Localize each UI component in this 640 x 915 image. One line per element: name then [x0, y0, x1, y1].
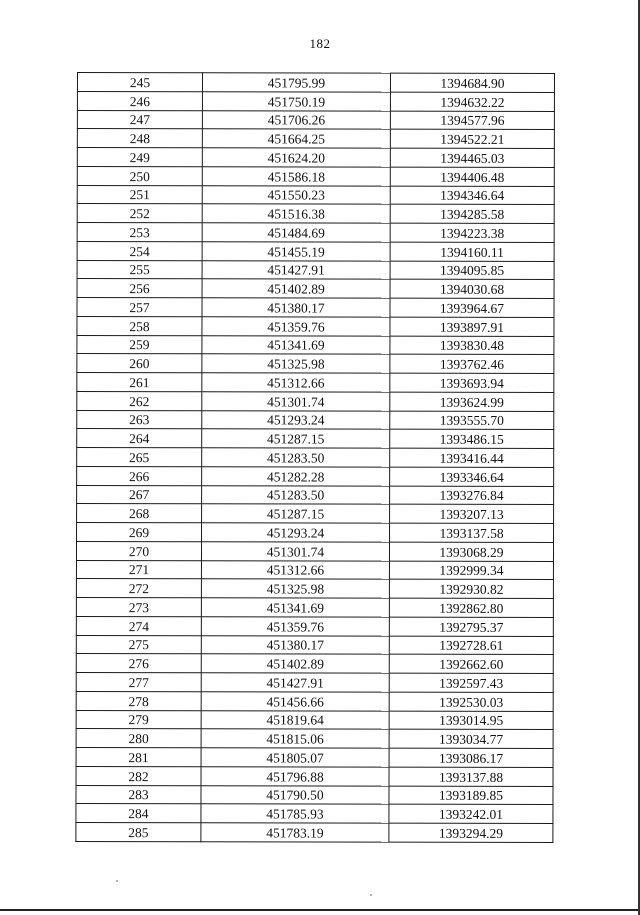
table-row — [76, 766, 553, 786]
y-coordinate-cell: 1393137.88 — [389, 767, 553, 786]
y-coordinate-cell: 1394030.68 — [390, 279, 554, 298]
table-row — [77, 298, 554, 318]
x-coordinate-cell: 451484.69 — [202, 223, 390, 242]
x-coordinate-cell: 451293.24 — [202, 410, 390, 429]
table-row — [76, 785, 553, 805]
y-coordinate-cell: 1393624.99 — [390, 392, 554, 411]
point-number-cell: 250 — [77, 166, 202, 185]
table-row — [77, 260, 554, 280]
x-coordinate-cell: 451359.76 — [201, 617, 389, 636]
y-coordinate-cell: 1394522.21 — [390, 129, 554, 148]
point-number-cell: 285 — [76, 822, 201, 841]
y-coordinate-cell: 1392597.43 — [389, 673, 553, 692]
table-row — [76, 560, 553, 580]
y-coordinate-cell: 1393242.01 — [389, 804, 553, 823]
x-coordinate-cell: 451283.50 — [202, 485, 390, 504]
y-coordinate-cell: 1393693.94 — [390, 373, 554, 392]
y-coordinate-cell: 1394632.22 — [390, 92, 554, 111]
table-row — [76, 654, 553, 674]
point-number-cell: 279 — [76, 710, 201, 729]
point-number-cell: 246 — [77, 91, 202, 110]
x-coordinate-cell: 451516.38 — [202, 204, 390, 223]
table-row — [77, 448, 554, 468]
x-coordinate-cell: 451624.20 — [202, 148, 390, 167]
point-number-cell: 271 — [76, 560, 201, 579]
x-coordinate-cell: 451456.66 — [201, 692, 389, 711]
x-coordinate-cell: 451282.28 — [202, 467, 390, 486]
table-row — [76, 579, 553, 599]
table-row — [77, 73, 554, 93]
table-row — [77, 241, 554, 261]
y-coordinate-cell: 1393014.95 — [389, 711, 553, 730]
point-number-cell: 266 — [77, 466, 202, 485]
point-number-cell: 265 — [77, 448, 202, 467]
x-coordinate-cell: 451325.98 — [202, 354, 390, 373]
x-coordinate-cell: 451427.91 — [201, 673, 389, 692]
point-number-cell: 261 — [77, 373, 202, 392]
x-coordinate-cell: 451790.50 — [201, 785, 389, 804]
y-coordinate-cell: 1392530.03 — [389, 692, 553, 711]
point-number-cell: 251 — [77, 185, 202, 204]
point-number-cell: 245 — [77, 73, 202, 92]
x-coordinate-cell: 451664.25 — [202, 129, 390, 148]
point-number-cell: 275 — [76, 635, 201, 654]
point-number-cell: 252 — [77, 204, 202, 223]
table-row — [77, 429, 554, 449]
x-coordinate-cell: 451796.88 — [201, 767, 389, 786]
table-row — [77, 410, 554, 430]
x-coordinate-cell: 451550.23 — [202, 185, 390, 204]
y-coordinate-cell: 1393416.44 — [390, 448, 554, 467]
x-coordinate-cell: 451380.17 — [202, 298, 390, 317]
y-coordinate-cell: 1394223.38 — [390, 223, 554, 242]
table-row — [76, 597, 553, 617]
coordinate-table — [75, 72, 555, 843]
x-coordinate-cell: 451750.19 — [202, 92, 390, 111]
point-number-cell: 264 — [77, 429, 202, 448]
table-row — [77, 129, 554, 149]
y-coordinate-cell: 1393964.67 — [390, 298, 554, 317]
y-coordinate-cell: 1393830.48 — [390, 336, 554, 355]
point-number-cell: 268 — [77, 504, 202, 523]
x-coordinate-cell: 451795.99 — [202, 73, 390, 92]
x-coordinate-cell: 451819.64 — [201, 710, 389, 729]
point-number-cell: 283 — [76, 785, 201, 804]
point-number-cell: 257 — [77, 298, 202, 317]
table-row — [76, 635, 553, 655]
table-row — [76, 672, 553, 692]
point-number-cell: 258 — [77, 316, 202, 335]
table-row — [77, 223, 554, 243]
x-coordinate-cell: 451427.91 — [202, 260, 390, 279]
y-coordinate-cell: 1394160.11 — [390, 242, 554, 261]
x-coordinate-cell: 451785.93 — [201, 804, 389, 823]
table-row — [76, 616, 553, 636]
y-coordinate-cell: 1394577.96 — [390, 111, 554, 130]
y-coordinate-cell: 1394285.58 — [390, 204, 554, 223]
y-coordinate-cell: 1393294.29 — [389, 823, 553, 842]
y-coordinate-cell: 1393346.64 — [390, 467, 554, 486]
y-coordinate-cell: 1392862.80 — [389, 598, 553, 617]
x-coordinate-cell: 451359.76 — [202, 317, 390, 336]
y-coordinate-cell: 1393486.15 — [390, 429, 554, 448]
y-coordinate-cell: 1393034.77 — [389, 729, 553, 748]
table-row — [77, 354, 554, 374]
scan-speck — [370, 894, 372, 896]
x-coordinate-cell: 451283.50 — [202, 448, 390, 467]
table-row — [77, 485, 554, 505]
point-number-cell: 280 — [76, 729, 201, 748]
x-coordinate-cell: 451706.26 — [202, 110, 390, 129]
y-coordinate-cell: 1393207.13 — [390, 504, 554, 523]
table-row — [77, 523, 554, 543]
table-row — [76, 804, 553, 824]
point-number-cell: 259 — [77, 335, 202, 354]
y-coordinate-cell: 1394684.90 — [390, 73, 554, 92]
table-row — [77, 148, 554, 168]
point-number-cell: 273 — [76, 597, 201, 616]
y-coordinate-cell: 1392930.82 — [389, 579, 553, 598]
x-coordinate-cell: 451301.74 — [201, 542, 389, 561]
table-row — [76, 747, 553, 767]
point-number-cell: 256 — [77, 279, 202, 298]
point-number-cell: 267 — [77, 485, 202, 504]
point-number-cell: 278 — [76, 691, 201, 710]
y-coordinate-cell: 1393276.84 — [390, 486, 554, 505]
point-number-cell: 263 — [77, 410, 202, 429]
table-row — [77, 204, 554, 224]
point-number-cell: 282 — [76, 766, 201, 785]
point-number-cell: 260 — [77, 354, 202, 373]
x-coordinate-cell: 451325.98 — [201, 579, 389, 598]
point-number-cell: 247 — [77, 110, 202, 129]
point-number-cell: 269 — [77, 523, 202, 542]
y-coordinate-cell: 1394346.64 — [390, 186, 554, 205]
table-row — [77, 110, 554, 130]
y-coordinate-cell: 1392662.60 — [389, 654, 553, 673]
table-row — [77, 279, 554, 299]
x-coordinate-cell: 451293.24 — [202, 523, 390, 542]
table-row — [76, 729, 553, 749]
table-row — [77, 504, 554, 524]
y-coordinate-cell: 1394095.85 — [390, 261, 554, 280]
point-number-cell: 249 — [77, 148, 202, 167]
x-coordinate-cell: 451815.06 — [201, 729, 389, 748]
y-coordinate-cell: 1392728.61 — [389, 636, 553, 655]
x-coordinate-cell: 451341.69 — [202, 335, 390, 354]
point-number-cell: 276 — [76, 654, 201, 673]
x-coordinate-cell: 451301.74 — [202, 392, 390, 411]
table-row — [77, 373, 554, 393]
table-row — [76, 691, 553, 711]
x-coordinate-cell: 451380.17 — [201, 635, 389, 654]
x-coordinate-cell: 451287.15 — [202, 504, 390, 523]
table-row — [77, 316, 554, 336]
point-number-cell: 277 — [76, 672, 201, 691]
table-row — [77, 391, 554, 411]
x-coordinate-cell: 451783.19 — [201, 823, 389, 842]
table-row — [77, 166, 554, 186]
x-coordinate-cell: 451805.07 — [201, 748, 389, 767]
y-coordinate-cell: 1393897.91 — [390, 317, 554, 336]
point-number-cell: 262 — [77, 391, 202, 410]
x-coordinate-cell: 451341.69 — [201, 598, 389, 617]
y-coordinate-cell: 1392795.37 — [389, 617, 553, 636]
point-number-cell: 253 — [77, 223, 202, 242]
table-row — [77, 91, 554, 111]
table-row — [77, 335, 554, 355]
y-coordinate-cell: 1393137.58 — [390, 523, 554, 542]
point-number-cell: 281 — [76, 747, 201, 766]
point-number-cell: 255 — [77, 260, 202, 279]
y-coordinate-cell: 1393068.29 — [389, 542, 553, 561]
point-number-cell: 284 — [76, 804, 201, 823]
y-coordinate-cell: 1394465.03 — [390, 148, 554, 167]
table-row — [77, 466, 554, 486]
point-number-cell: 248 — [77, 129, 202, 148]
x-coordinate-cell: 451402.89 — [202, 279, 390, 298]
point-number-cell: 254 — [77, 241, 202, 260]
table-row — [76, 541, 553, 561]
y-coordinate-cell: 1393555.70 — [390, 411, 554, 430]
y-coordinate-cell: 1393189.85 — [389, 786, 553, 805]
coordinate-table-body — [76, 73, 555, 843]
y-coordinate-cell: 1393086.17 — [389, 748, 553, 767]
table-row — [77, 185, 554, 205]
x-coordinate-cell: 451287.15 — [202, 429, 390, 448]
point-number-cell: 270 — [76, 541, 201, 560]
x-coordinate-cell: 451312.66 — [202, 373, 390, 392]
x-coordinate-cell: 451402.89 — [201, 654, 389, 673]
x-coordinate-cell: 451312.66 — [201, 560, 389, 579]
page-number: 182 — [309, 36, 331, 51]
y-coordinate-cell: 1392999.34 — [389, 561, 553, 580]
scan-speck — [116, 880, 118, 882]
y-coordinate-cell: 1394406.48 — [390, 167, 554, 186]
point-number-cell: 274 — [76, 616, 201, 635]
table-row — [76, 710, 553, 730]
x-coordinate-cell: 451586.18 — [202, 167, 390, 186]
y-coordinate-cell: 1393762.46 — [390, 354, 554, 373]
x-coordinate-cell: 451455.19 — [202, 242, 390, 261]
point-number-cell: 272 — [76, 579, 201, 598]
table-row — [76, 822, 553, 842]
